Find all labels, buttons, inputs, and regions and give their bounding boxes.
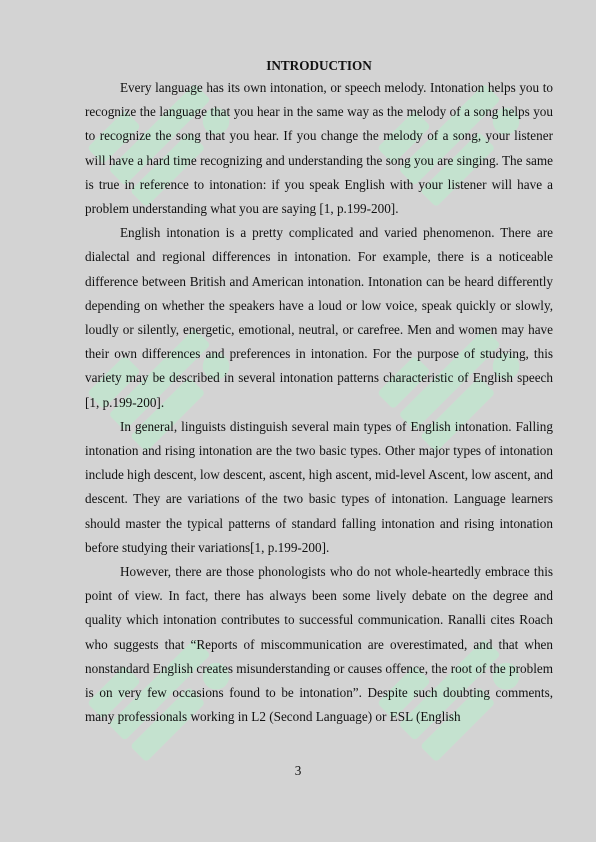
document-heading: INTRODUCTION — [266, 58, 372, 73]
document-body — [85, 55, 553, 729]
paragraph-3: In general, linguists distinguish several main types of English intonation. Falling intonation and rising intonation are the two basic types. Other major types of intonation include high descent, low descent, ascent, high ascent, mid-level Ascent, low ascent, and descent. They are variations of the two basic types of intonation. Language learners should master the typical patterns of standard falling intonation and rising intonation before studying their variations[1, p.199-200]. — [85, 418, 554, 555]
page-number: 3 — [294, 763, 302, 778]
paragraph-2: English intonation is a pretty complicated and varied phenomenon. There are dialectal and regional differences in intonation. For example, there is a noticeable difference between British and American intonation. Intonation can be heard differently depending on whether the speakers have a loud or low voice, speak quickly or slowly, loudly or silently, energetic, emotional, neutral, or carefree. Men and women may have their own differences and preferences in intonation. For the purpose of studying, this variety may be described in several intonation patterns characteristic of English speech [1, p.199-200]. — [85, 225, 553, 410]
paragraph-1: Every language has its own intonation, or speech melody. Intonation helps you to recognize the language that you hear in the same way as the melody of a song helps you to recognize the song that you hear. If you change the melody of a song, your listener will have a hard time recognizing and understanding the song you are singing. The same is true in reference to intonation: if you speak English with your listener will have a problem understanding what you are saying [1, p.199-200]. — [85, 80, 553, 217]
paragraph-4: However, there are those phonologists who do not whole-heartedly embrace this point of view. In fact, there has always been some lively debate on the degree and quality which intonation contributes to successful communication. Ranalli cites Roach who suggests that “Reports of miscommunication are overestimated, and that when nonstandard English creates misunderstanding or causes offence, the root of the problem is on very few occasions found to be intonation”. Despite such doubting comments, many professionals working in L2 (Second Language) or ESL (English — [85, 564, 553, 725]
